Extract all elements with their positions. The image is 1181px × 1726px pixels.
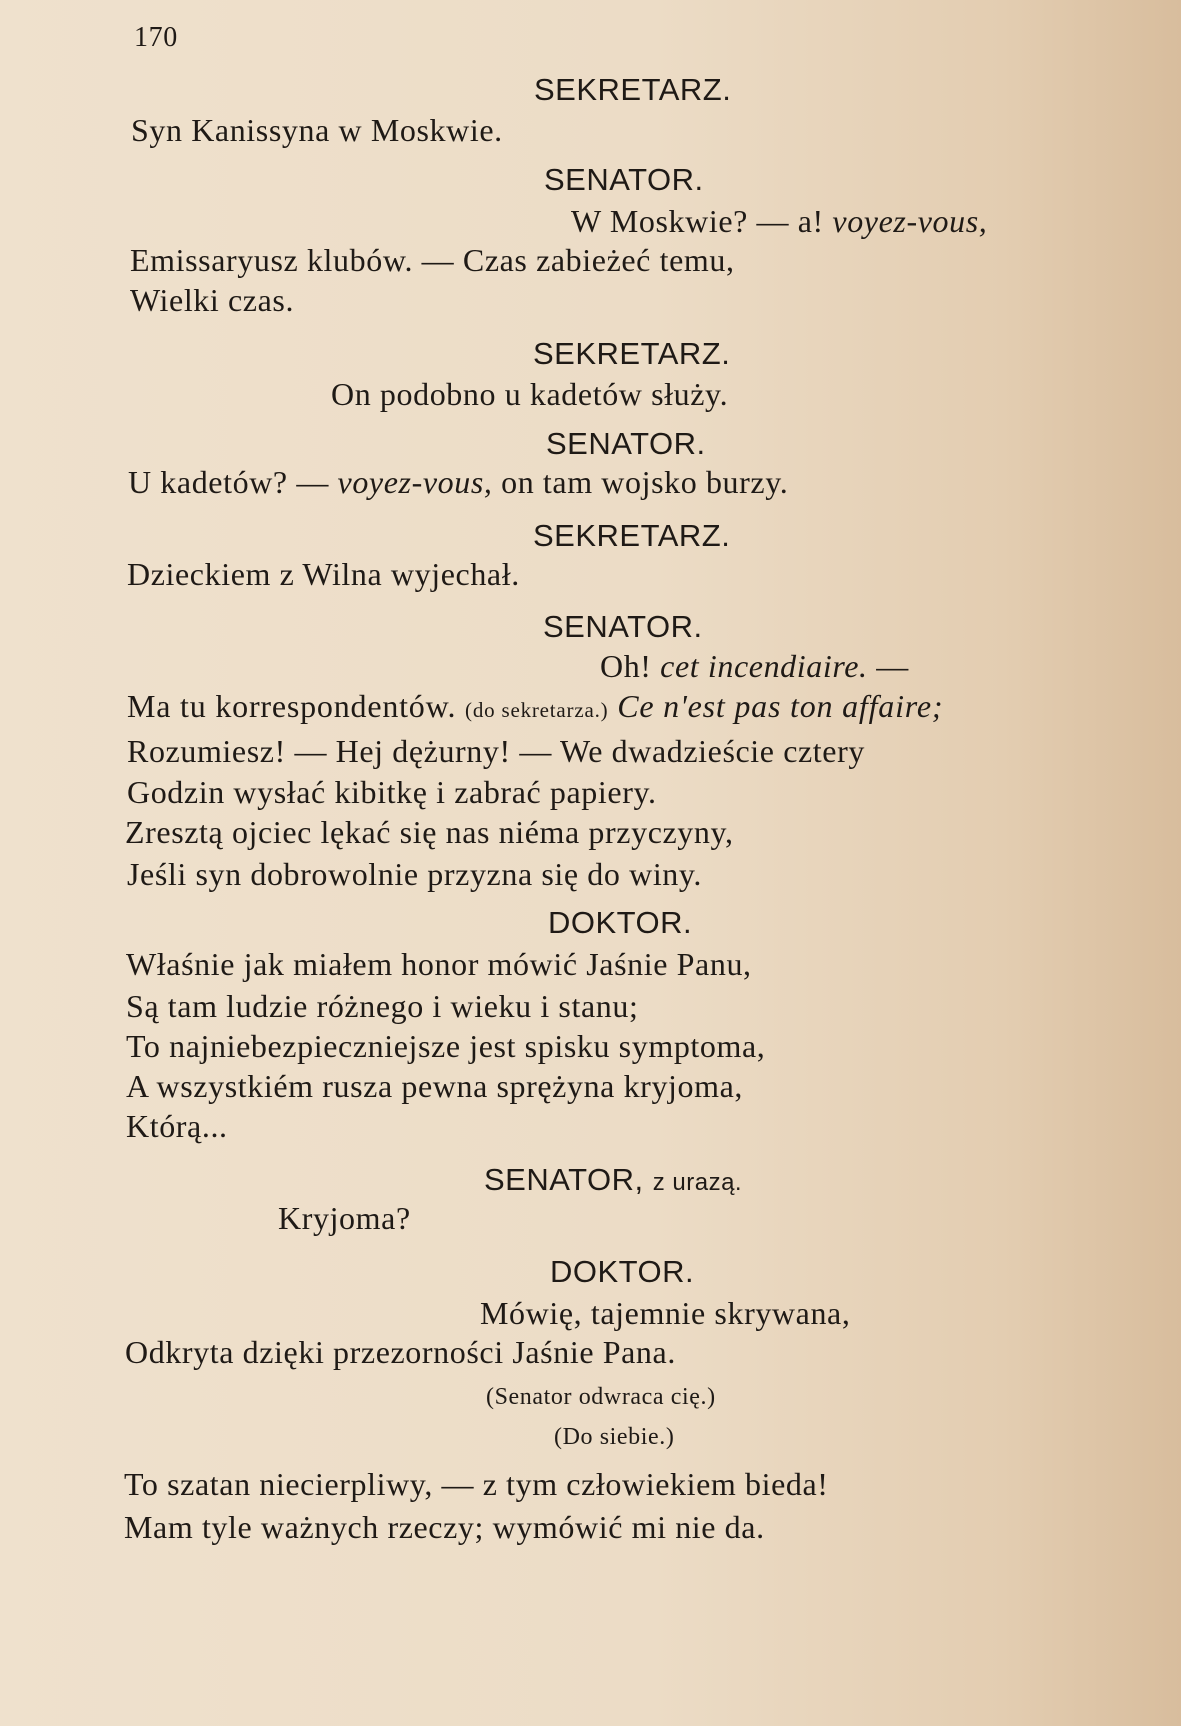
verse-line: Wielki czas. <box>130 282 295 318</box>
verse-line: Syn Kanissyna w Moskwie. <box>131 112 503 148</box>
verse-line: Mam tyle ważnych rzeczy; wymówić mi nie da. <box>124 1509 765 1545</box>
speaker-sekretarz: SEKRETARZ. <box>533 518 731 553</box>
stage-direction: (do sekretarza.) <box>465 698 609 722</box>
stage-direction: z urazą. <box>652 1169 743 1196</box>
verse-line: U kadetów? — voyez-vous, on tam wojsko burzy. <box>128 464 789 500</box>
verse-line: Rozumiesz! — Hej dężurny! — We dwadzieście cztery <box>127 733 865 769</box>
verse-line: Oh! cet incendiaire. — <box>600 648 909 684</box>
verse-line: Którą... <box>126 1108 228 1144</box>
speaker-senator: SENATOR. <box>544 162 704 197</box>
speaker-senator: SENATOR, z urazą. <box>484 1162 743 1197</box>
page-number: 170 <box>134 22 178 53</box>
stage-direction: (Do siebie.) <box>554 1424 675 1450</box>
verse-line: Zresztą ojciec lękać się nas niéma przyczyny, <box>125 814 734 850</box>
speaker-senator: SENATOR. <box>546 426 706 461</box>
verse-line: Ma tu korrespondentów. (do sekretarza.) Ce n'est pas ton affaire; <box>127 688 944 724</box>
verse-line: Godzin wysłać kibitkę i zabrać papiery. <box>127 774 657 810</box>
verse-line: Mówię, tajemnie skrywana, <box>480 1295 851 1331</box>
speaker-doktor: DOKTOR. <box>548 905 693 940</box>
verse-line: Są tam ludzie różnego i wieku i stanu; <box>126 988 639 1024</box>
speaker-sekretarz: SEKRETARZ. <box>533 336 731 371</box>
verse-line: Odkryta dzięki przezorności Jaśnie Pana. <box>125 1334 676 1370</box>
verse-line: Właśnie jak miałem honor mówić Jaśnie Panu, <box>126 946 752 982</box>
verse-line: A wszystkiém rusza pewna sprężyna kryjoma, <box>126 1068 744 1104</box>
verse-line: On podobno u kadetów służy. <box>331 376 729 412</box>
verse-line: To najniebezpieczniejsze jest spisku symptoma, <box>126 1028 766 1064</box>
verse-line: W Moskwie? — a! voyez-vous, <box>571 203 988 239</box>
speaker-senator: SENATOR. <box>543 609 703 644</box>
verse-line: To szatan niecierpliwy, — z tym człowiekiem bieda! <box>124 1466 829 1502</box>
verse-line: Jeśli syn dobrowolnie przyzna się do winy. <box>127 856 703 892</box>
verse-line: Dzieckiem z Wilna wyjechał. <box>127 556 520 592</box>
speaker-sekretarz: SEKRETARZ. <box>534 72 732 107</box>
verse-line: Emissaryusz klubów. — Czas zabieżeć temu, <box>130 242 735 278</box>
verse-line: Kryjoma? <box>278 1200 411 1236</box>
speaker-doktor: DOKTOR. <box>550 1254 695 1289</box>
stage-direction: (Senator odwraca cię.) <box>486 1384 716 1410</box>
